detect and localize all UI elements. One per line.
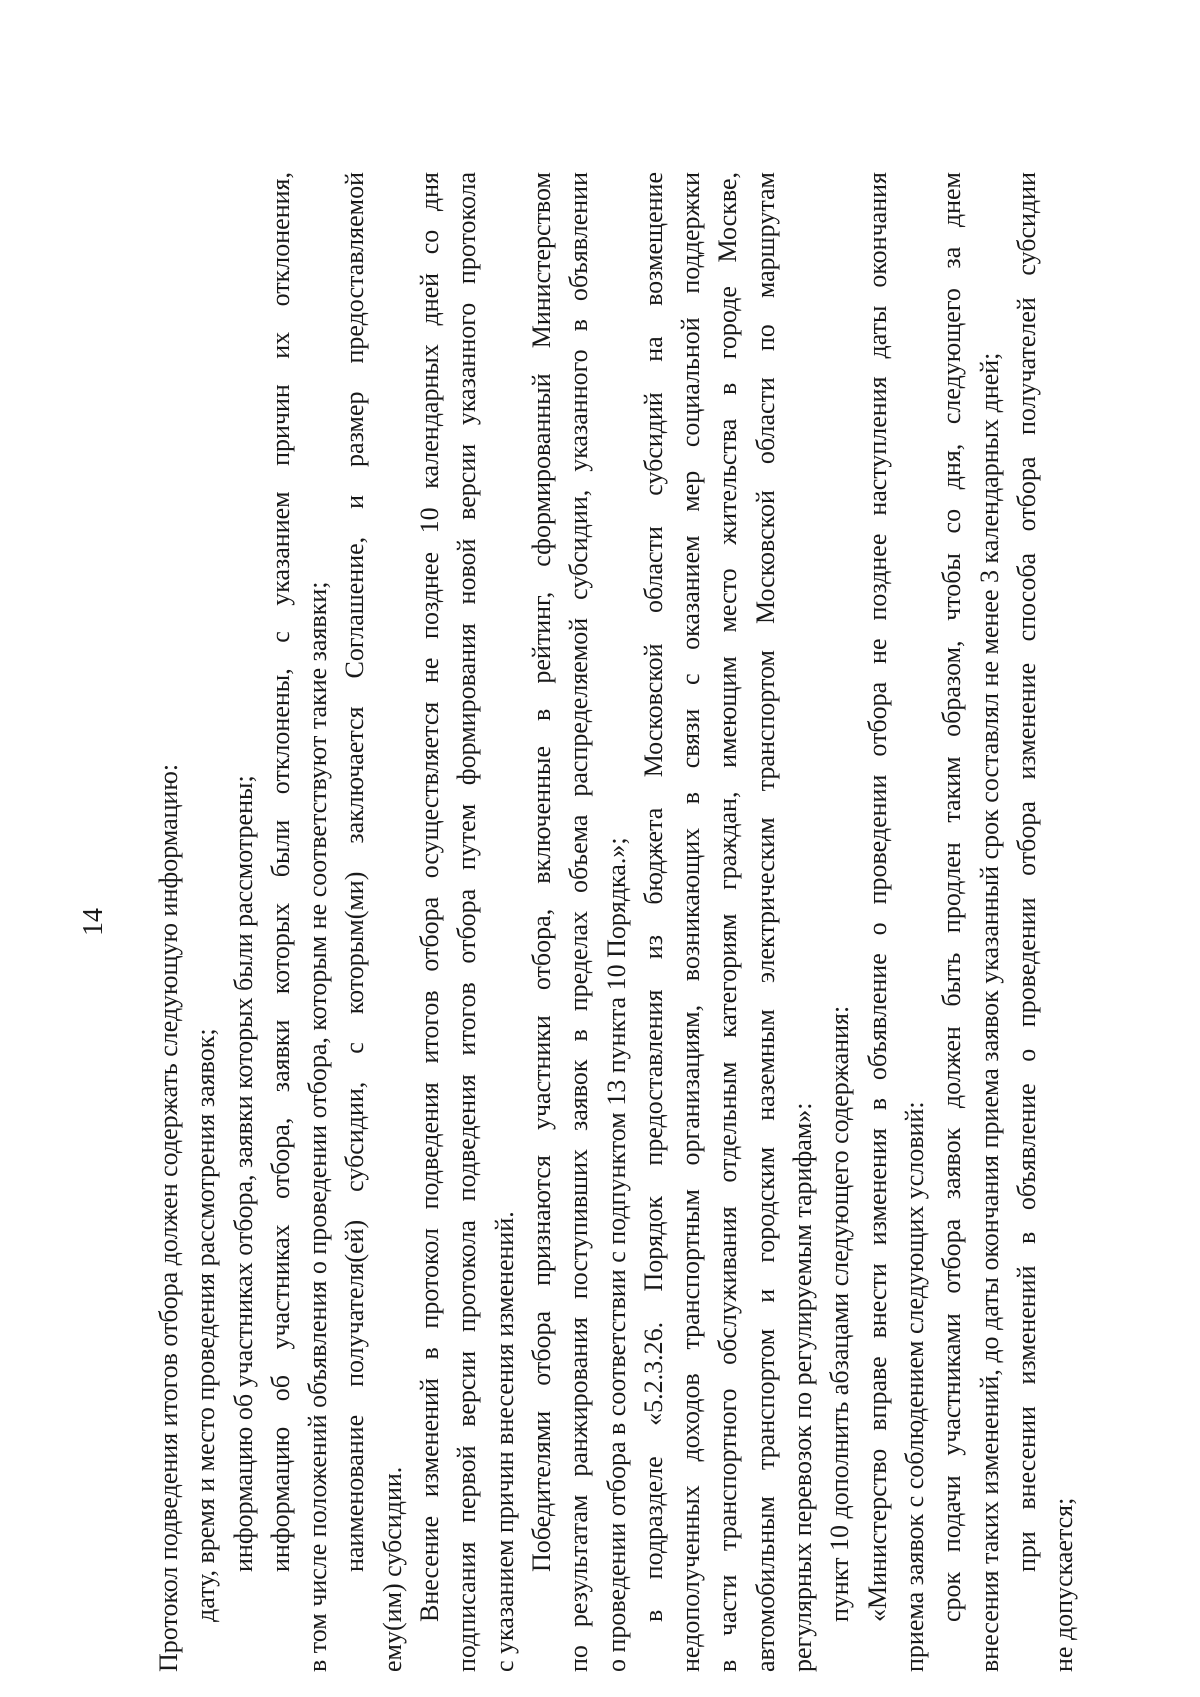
text-line: в части транспортного обслуживания отдельным категориям граждан, имеющим место жительства в городе Москве, — [713, 172, 743, 1672]
text-line: информацию об участниках отбора, заявки которых были рассмотрены; — [228, 775, 258, 1572]
text-line: Протокол подведения итогов отбора должен содержать следующую информацию: — [154, 763, 183, 1672]
text-line: при внесении изменений в объявление о проведении отбора изменение способа отбора получателей субсидии — [1011, 172, 1041, 1572]
text-line: Внесение изменений в протокол подведения итогов отбора осуществляется не позднее 10 календарных дней со дня — [415, 172, 445, 1622]
text-line: регулярных перевозок по регулируемым тарифам»: — [788, 1102, 818, 1672]
text-line: информацию об участниках отбора, заявки которых были отклонены, с указанием причин их отклонения, — [265, 172, 295, 1572]
text-line: подписания первой версии протокола подведения итогов отбора путем формирования новой версии указанного протокола — [452, 172, 482, 1672]
text-line: срок подачи участниками отбора заявок должен быть продлен таким образом, чтобы со дня, следующего за днем — [937, 172, 967, 1622]
text-line: в том числе положений объявления о проведении отбора, которым не соответствуют такие заявки; — [303, 581, 333, 1672]
body-text — [150, 172, 1082, 1672]
text-line: по результатам ранжирования поступивших заявок в пределах объема распределяемой субсидии, указанного в объявлении — [564, 172, 594, 1672]
text-line: ему(им) субсидии. — [377, 1466, 407, 1672]
text-line: с указанием причин внесения изменений. — [489, 1211, 519, 1672]
text-line: пункт 10 дополнить абзацами следующего содержания: — [825, 1005, 855, 1622]
text-line: приема заявок с соблюдением следующих условий: — [899, 1101, 929, 1672]
text-line: не допускается; — [1049, 1497, 1079, 1672]
text-line: дату, время и место проведения рассмотрения заявок; — [191, 1028, 221, 1622]
text-line: внесения таких изменений, до даты окончания приема заявок указанный срок составлял не менее 3 календарных дней; — [974, 352, 1004, 1672]
text-line: Победителями отбора признаются участники отбора, включенные в рейтинг, сформированный Министерством — [526, 172, 556, 1572]
rotated-page-content — [78, 172, 1079, 1672]
text-line: автомобильным транспортом и городским наземным электрическим транспортом Московской области по маршрутам — [750, 172, 780, 1672]
text-line: о проведении отбора в соответствии с подпунктом 13 пункта 10 Порядка.»; — [601, 837, 631, 1672]
text-line: «Министерство вправе внести изменения в объявление о проведении отбора не позднее наступления даты окончания — [862, 172, 892, 1622]
page-number: 14 — [78, 908, 109, 936]
text-line: недополученных доходов транспортным организациям, возникающих в связи с оказанием мер социальной поддержки — [676, 172, 706, 1672]
text-line: наименование получателя(ей) субсидии, с которым(ми) заключается Соглашение, и размер предоставляемой — [340, 172, 370, 1572]
text-line: в подразделе «5.2.3.26. Порядок предоставления из бюджета Московской области субсидий на возмещение — [638, 172, 668, 1622]
